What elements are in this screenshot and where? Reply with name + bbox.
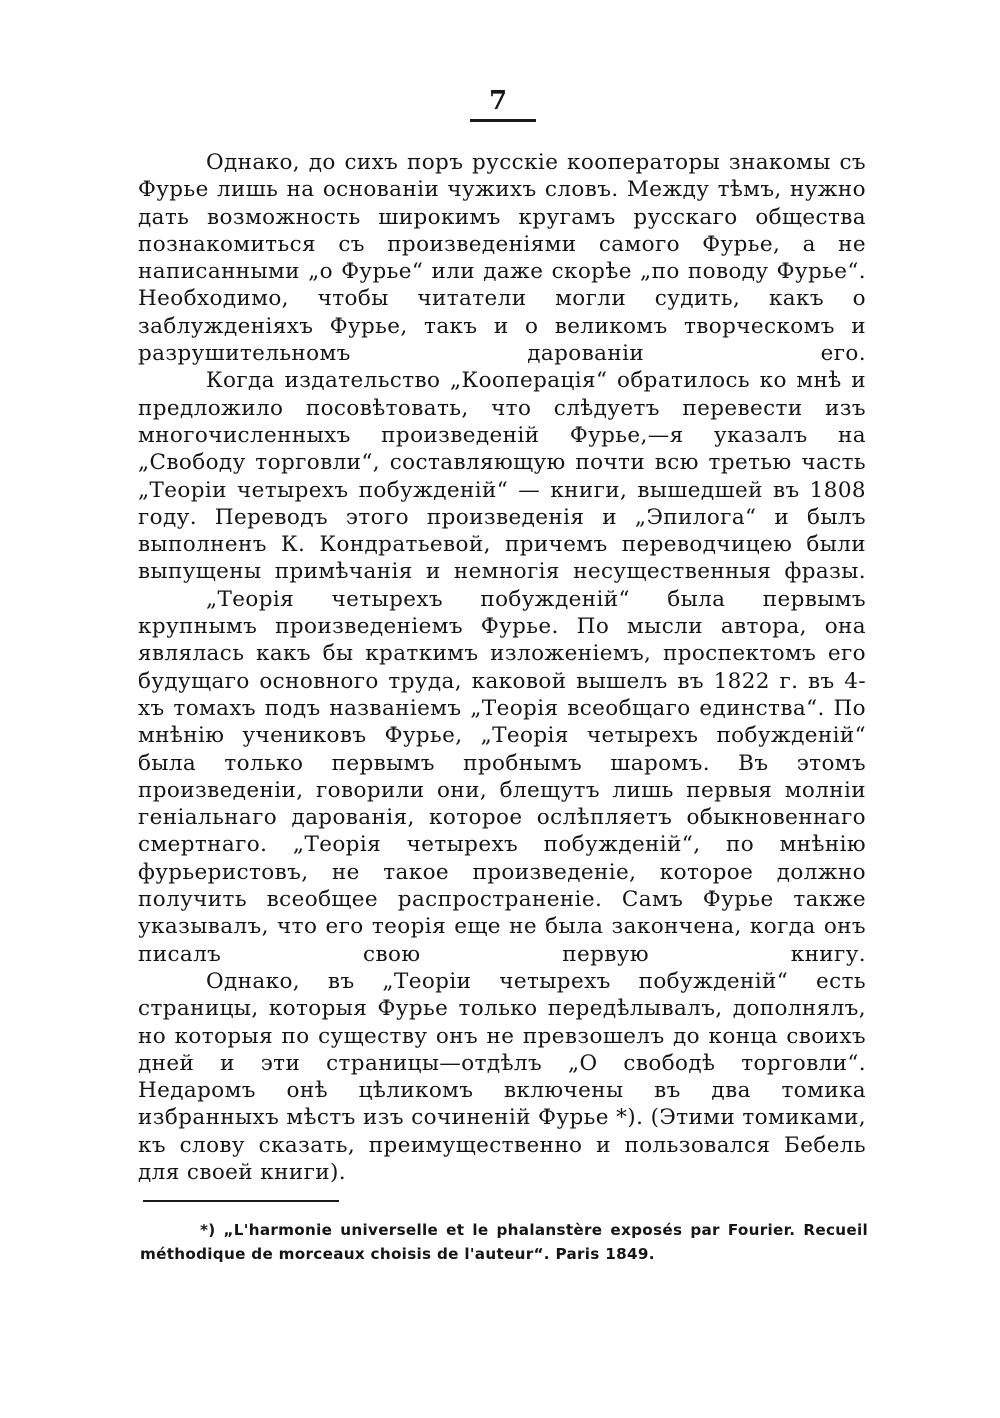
body-text (138, 149, 866, 1186)
footnote: *) „L'harmonie universelle et le phalanstère exposés par Fourier. Recueil méthodique de morceaux choisis de l'auteur“. Paris 1849. (140, 1221, 868, 1263)
paragraph-3: „Теорія четырехъ побужденій“ была первымъ крупнымъ произведеніемъ Фурье. По мысли автора, она являлась какъ бы краткимъ изложеніемъ, проспектомъ его будущаго основного труда, каковой вышелъ въ 1822 г. въ 4-хъ томахъ подъ названіемъ „Теорія всеобщаго единства“. По мнѣнію учениковъ Фурье, „Теорія четырехъ побужденій“ была только первымъ пробнымъ шаромъ. Въ этомъ произведеніи, говорили они, блещутъ лишь первыя молніи геніальнаго дарованія, которое ослѣпляетъ обыкновеннаго смертнаго. „Теорія четырехъ побужденій“, по мнѣнію фурьеристовъ, не такое произведеніе, которое должно получить всеобщее распространеніе. Самъ Фурье также указывалъ, что его теорія еще не была закончена, когда онъ писалъ свою первую книгу. (138, 586, 866, 967)
paragraph-1: Однако, до сихъ поръ русскіе кооператоры знакомы съ Фурье лишь на основаніи чужихъ словъ. Между тѣмъ, нужно дать возможность широкимъ кругамъ русскаго общества познакомиться съ произведеніями самого Фурье, а не написанными „о Фурье“ или даже скорѣе „по поводу Фурье“. Необходимо, чтобы читатели могли судить, какъ о заблужденіяхъ Фурье, такъ и о великомъ творческомъ и разрушительномъ дарованіи его. (138, 150, 866, 367)
paragraph-4: Однако, въ „Теоріи четырехъ побужденій“ есть страницы, которыя Фурье только передѣлывалъ, дополнялъ, но которыя по существу онъ не превзошелъ до конца своихъ дней и эти страницы—отдѣлъ „О свободѣ торговли“. Недаромъ онѣ цѣликомъ включены въ два томика избранныхъ мѣстъ изъ сочиненій Фурье *). (Этими томиками, къ слову сказать, преимущественно и пользовался Бебель для своей книги). (138, 968, 866, 1185)
page-number: 7 (488, 86, 508, 116)
page-number-rule (470, 119, 536, 122)
footnote-separator (143, 1200, 339, 1202)
paragraph-2: Когда издательство „Кооперація“ обратилось ко мнѣ и предложило посовѣтовать, что слѣдуетъ перевести изъ многочисленныхъ произведеній Фурье,—я указалъ на „Свободу торговли“, составляющую почти всю третью часть „Теоріи четырехъ побужденій“ — книги, вышедшей въ 1808 году. Переводъ этого произведенія и „Эпилога“ и былъ выполненъ К. Кондратьевой, причемъ переводчицею были выпущены примѣчанія и немногія несущественныя фразы. (138, 368, 866, 585)
